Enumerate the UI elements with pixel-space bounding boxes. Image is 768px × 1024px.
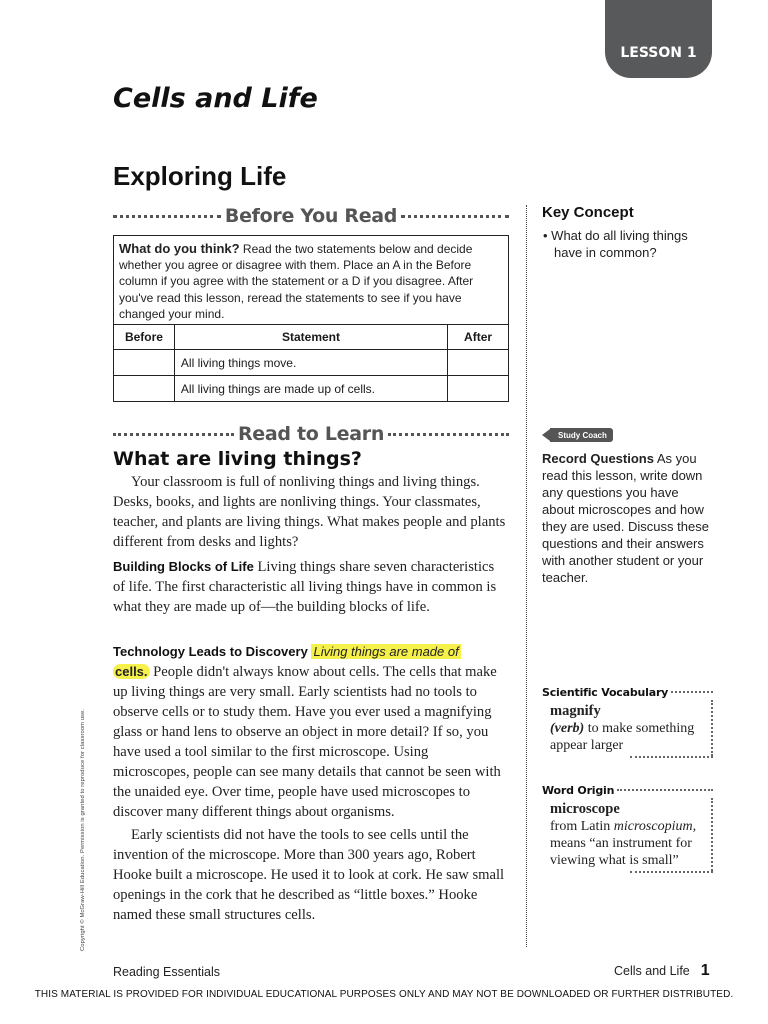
- paragraph-4: [113, 825, 508, 925]
- after-answer-cell[interactable]: [448, 376, 509, 402]
- key-concept-item: [543, 227, 713, 261]
- paragraph-3: [113, 642, 508, 822]
- origin-latin: microscopium,: [613, 819, 697, 834]
- highlighted-cells-word: cells.: [115, 664, 148, 679]
- page-number: 1: [700, 962, 710, 979]
- origin-word: microscope: [550, 801, 620, 817]
- prompt-text: Read the two statements below and decide whether you agree or disagree with them. Place an A in the Before column if you agree with the statement or a D if you disagree. After you've read this lesson, reread the statements to see if you have changed your mind.: [119, 242, 474, 321]
- statement-cell: All living things move.: [174, 350, 447, 376]
- footer-chapter: [614, 962, 710, 980]
- before-you-read-label: Before You Read: [224, 205, 398, 227]
- column-divider: [526, 205, 527, 947]
- header-dots-right: [401, 215, 509, 218]
- table-row: [114, 350, 509, 376]
- scientific-vocabulary-title: Scientific Vocabulary: [542, 685, 669, 699]
- read-to-learn-header: [113, 421, 509, 447]
- table-row: [114, 376, 509, 402]
- lesson-title: Exploring Life: [113, 161, 287, 191]
- origin-dots-bottom: [630, 871, 713, 873]
- anticipation-table: [113, 324, 509, 402]
- building-blocks-heading: Building Blocks of Life: [113, 559, 254, 574]
- lesson-tab: [605, 0, 712, 78]
- paragraph-2: [113, 557, 508, 617]
- paragraph-2-text: Living things share seven characteristics of life. The first characteristic all living things have in common is what they are made up of—the building blocks of life.: [113, 559, 497, 615]
- scientific-vocabulary-box: [542, 684, 713, 758]
- prompt-lead: What do you think?: [119, 241, 240, 256]
- footer-book-title: Reading Essentials: [113, 965, 221, 979]
- origin-dots: [617, 789, 713, 791]
- column-before: Before: [114, 325, 175, 350]
- word-origin-title: Word Origin: [542, 783, 615, 797]
- key-concept-text: What do all living things have in common?: [551, 228, 688, 260]
- section-heading: What are living things?: [113, 448, 362, 470]
- key-concept-title: Key Concept: [542, 204, 634, 221]
- vocab-dots-bottom: [630, 756, 713, 758]
- paragraph-4-text: Early scientists did not have the tools to see cells until the invention of the microscope. More than 300 years ago, Robert Hooke built a microscope. He used it to look at cork. He saw small openings in the cork that he described as “little boxes.” Hooke named these small structures cells.: [113, 827, 505, 923]
- what-do-you-think-box: [113, 235, 509, 325]
- copyright-notice: Copyright © McGraw-Hill Education. Permission is granted to reproduce for classroom use.: [80, 708, 86, 951]
- paragraph-3-text: People didn't always know about cells. The cells that make up living things are very small. Early scientists had no tools to observe cells or to study them. Have you ever used a magnifying glass or hand lens to observe an object in more detail? If so, you have used a tool similar to the first microscope. Using microscopes, people can see many details that cannot be seen with the unaided eye. Over time, people have used microscopes to discover many different things about organisms.: [113, 664, 501, 820]
- paragraph-1-text: Your classroom is full of nonliving things and living things. Desks, books, and lights are nonliving things. Your classmates, teacher, and plants are living things. What makes people and plants different from desks and lights?: [113, 474, 506, 550]
- before-answer-cell[interactable]: [114, 376, 175, 402]
- origin-definition: [550, 798, 713, 871]
- bullet-icon: •: [543, 228, 552, 243]
- record-questions-note: [542, 450, 712, 586]
- vocab-definition: [550, 700, 713, 756]
- after-answer-cell[interactable]: [448, 350, 509, 376]
- paragraph-1: [113, 472, 508, 552]
- pencil-icon: [542, 429, 550, 441]
- origin-text-before: from Latin: [550, 819, 614, 834]
- read-to-learn-label: Read to Learn: [237, 423, 385, 445]
- record-questions-text: As you read this lesson, write down any questions you have about microscopes and how they are used. Discuss these questions and their answers with another student or your teacher.: [542, 451, 709, 585]
- column-statement: Statement: [174, 325, 447, 350]
- study-coach-badge: [542, 427, 617, 443]
- distribution-disclaimer: THIS MATERIAL IS PROVIDED FOR INDIVIDUAL EDUCATIONAL PURPOSES ONLY AND MAY NOT BE DOWNLOADED OR FURTHER DISTRIBUTED.: [34, 989, 734, 1000]
- before-you-read-header: [113, 203, 509, 229]
- header-dots-left: [113, 433, 234, 436]
- vocab-part-of-speech: (verb): [550, 721, 585, 736]
- before-answer-cell[interactable]: [114, 350, 175, 376]
- record-questions-title: Record Questions: [542, 451, 654, 466]
- column-after: After: [448, 325, 509, 350]
- chapter-title: Cells and Life: [113, 83, 318, 114]
- statement-cell: All living things are made up of cells.: [174, 376, 447, 402]
- vocab-dots: [671, 691, 713, 693]
- header-dots-right: [388, 433, 509, 436]
- word-origin-box: [542, 782, 713, 873]
- vocab-word: magnify: [550, 703, 601, 719]
- lesson-tab-label: LESSON 1: [620, 45, 697, 61]
- header-dots-left: [113, 215, 221, 218]
- vocab-meaning: to make something appear larger: [550, 721, 695, 753]
- highlighted-text: Living things are made of: [313, 644, 459, 659]
- technology-heading: Technology Leads to Discovery: [113, 644, 308, 659]
- origin-text-after: means “an instrument for viewing what is small”: [550, 836, 692, 868]
- study-coach-label: Study Coach: [550, 428, 613, 442]
- footer-chapter-title: Cells and Life: [614, 964, 690, 978]
- table-header-row: [114, 325, 509, 350]
